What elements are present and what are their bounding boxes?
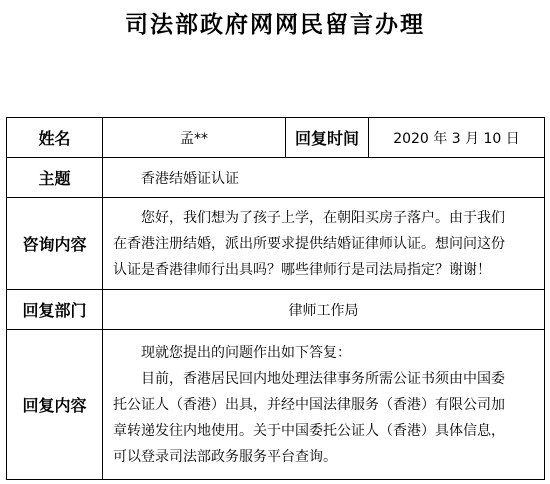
page-title: 司法部政府网网民留言办理	[125, 12, 425, 38]
reply-line: 章转递发往内地使用。关于中国委托公证人（香港）具体信息，	[113, 422, 505, 439]
name-label: 姓名	[7, 118, 103, 158]
name-value: 孟**	[103, 118, 286, 158]
message-form-table	[6, 117, 545, 480]
subject-value: 香港结婚证认证	[103, 158, 545, 198]
inquiry-label: 咨询内容	[7, 198, 103, 290]
reply-dept-label: 回复部门	[7, 290, 103, 330]
name-row	[7, 118, 545, 158]
inquiry-line: 在香港注册结婚，派出所要求提供结婚证律师认证。想问问这份	[113, 235, 505, 252]
reply-dept-row	[7, 290, 545, 330]
inquiry-line: 您好，我们想为了孩子上学，在朝阳买房子落户。由于我们	[141, 209, 505, 226]
inquiry-row	[7, 198, 545, 290]
reply-label: 回复内容	[7, 330, 103, 480]
subject-row	[7, 158, 545, 198]
reply-line: 可以登录司法部政务服务平台查询。	[113, 448, 337, 465]
subject-label: 主题	[7, 158, 103, 198]
reply-time-value: 2020 年 3 月 10 日	[369, 118, 545, 158]
inquiry-line: 认证是香港律师行出具吗？哪些律师行是司法局指定？谢谢！	[113, 261, 491, 278]
reply-content	[103, 330, 545, 480]
reply-row	[7, 330, 545, 480]
reply-dept-value: 律师工作局	[103, 290, 545, 330]
reply-time-label: 回复时间	[286, 118, 369, 158]
reply-intro: 现就您提出的问题作出如下答复：	[141, 344, 351, 361]
inquiry-content	[103, 198, 545, 290]
reply-line: 托公证人（香港）出具，并经中国法律服务（香港）有限公司加	[113, 396, 505, 413]
reply-line: 目前，香港居民回内地处理法律事务所需公证书须由中国委	[141, 370, 505, 387]
